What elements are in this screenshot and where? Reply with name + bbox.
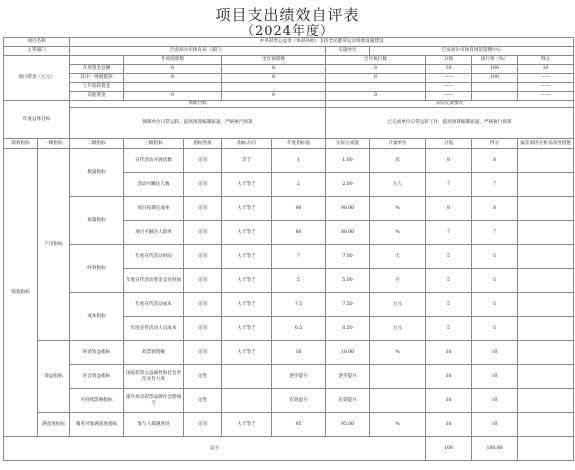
indicator-row: 年度宣传活动资金支付时间 定向 大于等于 5 5.00 月 5 5 (4, 269, 574, 293)
funds-col-rate: 执行率（%） (472, 56, 518, 65)
indicator-row: 绩效指标 产出指标 数量指标 宣传活动开展次数 定向 等于 1 1.00 次 8 8 (4, 149, 574, 173)
indicator-row: 时效指标 年度宣传活动时间 定向 大于等于 7 7.00 天 5 5 (4, 245, 574, 269)
quality-label: 质量指标 (70, 197, 124, 245)
indicator-row: 成本指标 年度宣传活动成本 定向 大于等于 7.5 7.50 万元 5 5 (4, 293, 574, 317)
funds-col-initial: 年初预算数 (124, 56, 222, 65)
goals-row (4, 108, 574, 139)
goals-expected-label: 预期目标 (70, 101, 326, 108)
indicator-row: 质量指标 项目按期完成率 定向 大于等于 90 90.00 % 8 8 (4, 197, 574, 221)
cost-label: 成本指标 (70, 293, 124, 341)
goals-actual: 已完成单位日常运转工作，提高预算编制质量，严格执行预算 (326, 108, 574, 139)
funds-header-row (4, 56, 574, 65)
satisfaction-label: 满意度指标 (38, 413, 70, 437)
indicator-row: 社会效益指标 国家彩票公益属性和社会责任宣传力度 定性 逐步提升 逐步提升 10 10 (4, 365, 574, 389)
social-label: 社会效益指标 (70, 365, 124, 389)
indicator-row: 年度宣传活动人员成本 定向 大于等于 0.5 0.50 万元 5 5 (4, 317, 574, 341)
indicator-row: 可持续影响指标 提升体育彩票品牌社会影响力 定性 有效提升 有效提升 10 10 (4, 389, 574, 413)
funds-col-annual: 全年预算数 (222, 56, 326, 65)
funds-col-score: 得分 (518, 56, 574, 65)
goals-expected: 保障单位日常运转，提高预算编制质量，严格执行预算 (70, 108, 326, 139)
department-name: 巴彦淖尔市体育局（部门） (70, 47, 326, 56)
unit-label: 实施单位 (326, 47, 370, 56)
project-name-label: 项目名称 (4, 38, 70, 47)
total-score: 100 (426, 437, 472, 461)
evaluation-table (3, 37, 574, 461)
indicator-row: 活动可触达人数 定向 大于等于 2 2.00 万人 7 7 (4, 173, 574, 197)
goals-actual-label: 实际完成情况 (326, 101, 574, 108)
indicator-row: 项目可触达人群率 定向 大于等于 80 80.00 % 7 7 (4, 221, 574, 245)
year-subtitle: （2024年度） (240, 24, 335, 39)
funds-col-score-value: 分值 (426, 56, 472, 65)
funds-label: 项目资金（万元） (4, 56, 70, 101)
funds-row: 年度资金总额 8 8 8 10 100 10 (4, 65, 574, 74)
total-label: 总分 (4, 437, 426, 461)
funds-row: 上年结转资金 —— —— (4, 83, 574, 92)
total-result: 100.00 (472, 437, 518, 461)
total-row (4, 437, 574, 461)
department-row (4, 47, 574, 56)
indicator-row: 满意度指标 服务对象满意度指标 参与人群满意度 定向 大于等于 95 95.00 % 10 10 (4, 413, 574, 437)
project-name-row (4, 38, 574, 47)
output-label: 产出指标 (38, 149, 70, 341)
funds-col-executed: 全年执行数 (326, 56, 426, 65)
goals-label: 年度总体目标 (4, 101, 70, 139)
benefit-label: 效益指标 (38, 341, 70, 413)
page-title: 项目支出绩效自评表 (215, 6, 360, 24)
goals-header-row (4, 101, 574, 108)
funds-row: 其中：财政拨款 8 8 8 —— 100 —— (4, 74, 574, 83)
time-label: 时效指标 (70, 245, 124, 293)
indicator-row: 效益指标 经济效益指标 彩票销售额 定向 大于等于 10 10.00 % 10 10 (4, 341, 574, 365)
funds-row: 其他资金 0 0 0 —— —— (4, 92, 574, 101)
quantity-label: 数量指标 (70, 149, 124, 197)
department-label: 主管部门 (4, 47, 70, 56)
perf-label: 绩效指标 (4, 149, 38, 437)
indicator-header-row: 绩效指标 一级指标 二级指标 三级指标 指标性质 指标方向 年度指标值 实际完成值 计量单位 分值 得分 偏差原因分析及改进措施 (4, 139, 574, 149)
unit-name: 巴彦淖尔市体育场馆管理中心 (370, 47, 574, 56)
project-name: 中央彩票公益金（体彩补助）支持全民健身运动场地设施建设 (70, 38, 574, 47)
economic-label: 经济效益指标 (70, 341, 124, 365)
service-label: 服务对象满意度指标 (70, 413, 124, 437)
sustain-label: 可持续影响指标 (70, 389, 124, 413)
